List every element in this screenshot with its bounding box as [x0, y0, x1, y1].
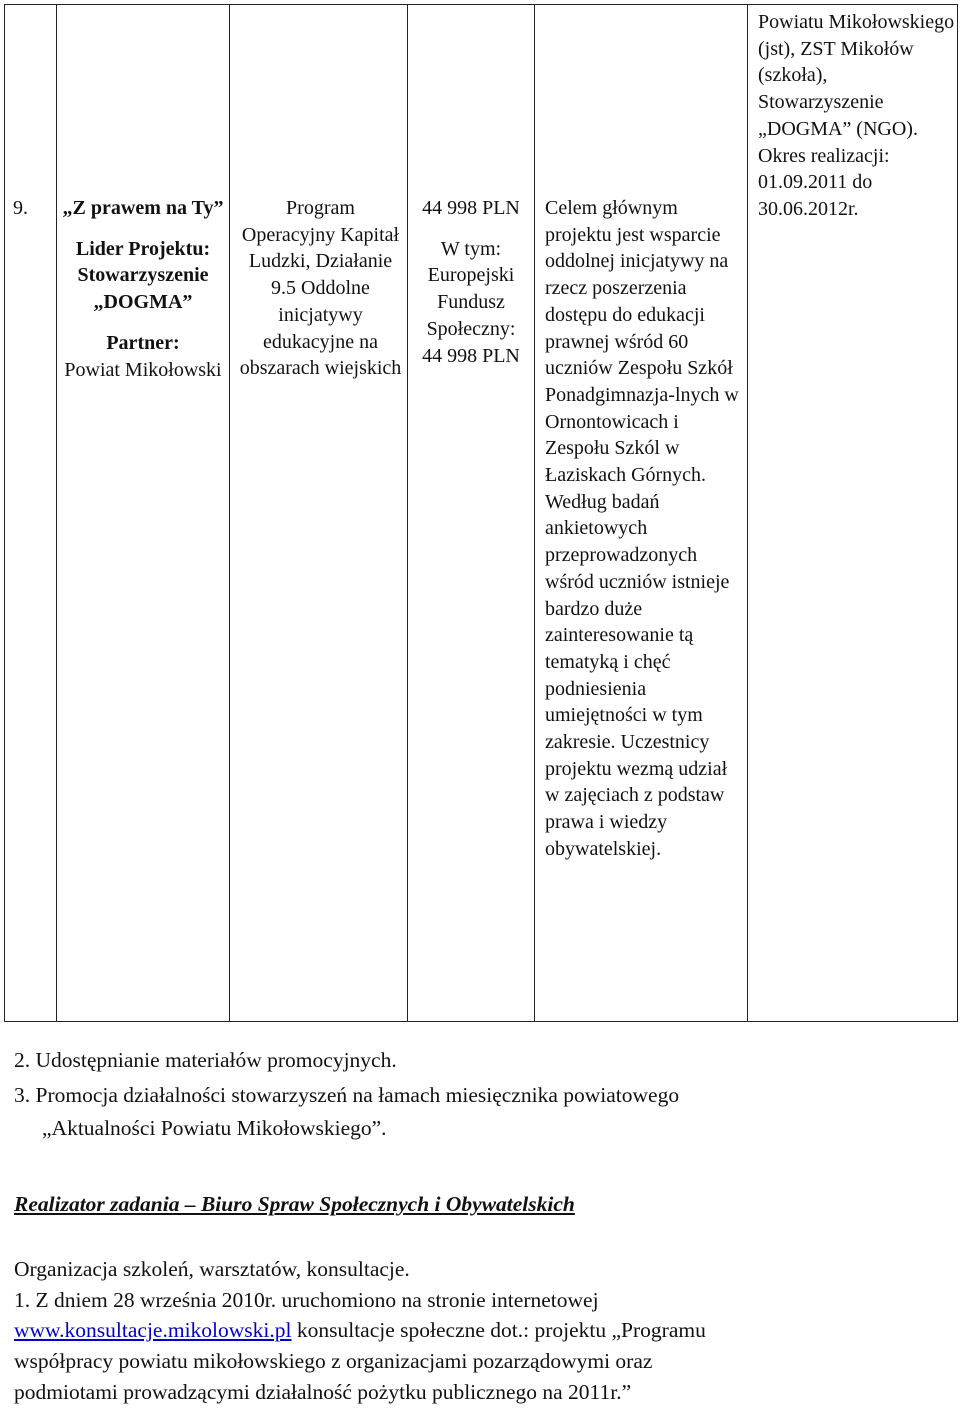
paragraph: współpracy powiatu mikołowskiego z organizacjami pozarządowymi oraz: [14, 1349, 653, 1373]
budget-wtym: W tym:: [440, 237, 502, 260]
paragraph: 1. Z dniem 28 września 2010r. uruchomiono na stronie internetowej: [14, 1288, 599, 1312]
partners-text: Powiatu Mikołowskiego (jst), ZST Mikołów (szkoła), Stowarzyszenie „DOGMA” (NGO).: [758, 11, 955, 140]
section-heading: Realizator zadania – Biuro Spraw Społecznych i Obywatelskich: [14, 1192, 575, 1216]
leader-value: Stowarzyszenie „DOGMA”: [77, 264, 209, 314]
budget-fund-amount: 44 998 PLN: [422, 344, 520, 367]
row-number: 9.: [13, 197, 28, 219]
partners-cell: [748, 5, 958, 1022]
partner-label: Partner:: [106, 331, 180, 354]
table-row: [5, 5, 958, 1022]
period-value: 01.09.2011 do 30.06.2012r.: [758, 171, 873, 220]
consultation-link[interactable]: www.konsultacje.mikolowski.pl: [14, 1318, 292, 1342]
project-name-cell: [57, 5, 230, 1022]
budget-cell: [408, 5, 535, 1022]
project-description: Celem głównym projektu jest wsparcie oddolnej inicjatywy na rzecz poszerzenia dostępu do edukacji prawnej wśród 60 uczniów Zespołu Szkół Ponadgimnazja-lnych w Ornontowicach i Zespołu Szkól w Łaziskach Górnych. Według badań ankietowych przeprowadzonych wśród uczniów istnieje bardzo duże zainteresowanie tą tematyką i chęć podniesienia umiejętności w tym zakresie. Uczestnicy projektu wezmą udział w zajęciach z podstaw prawa i wiedzy obywatelskiej.: [545, 197, 739, 860]
row-number-cell: [5, 5, 57, 1022]
partner-value: Powiat Mikołowski: [64, 358, 222, 381]
paragraph: [14, 1316, 940, 1344]
list-item: 3. Promocja działalności stowarzyszeń na łamach miesięcznika powiatowego: [14, 1083, 680, 1107]
period-label: Okres realizacji:: [758, 144, 890, 167]
program-cell: [230, 5, 408, 1022]
budget-amount: 44 998 PLN: [422, 197, 520, 219]
list-item: 2. Udostępnianie materiałów promocyjnych.: [14, 1048, 397, 1072]
paragraph-text: konsultacje społeczne dot.: projektu „Programu: [291, 1318, 706, 1342]
paragraph: Organizacja szkoleń, warsztatów, konsultacje.: [14, 1257, 410, 1281]
leader-label: Lider Projektu:: [75, 237, 211, 260]
paragraph: podmiotami prowadzącymi działalność pożytku publicznego na 2011r.”: [14, 1380, 632, 1404]
description-cell: [535, 5, 748, 1022]
program-text: Program Operacyjny Kapitał Ludzki, Działanie 9.5 Oddolne inicjatywy edukacyjne na obszarach wiejskich: [239, 197, 402, 380]
budget-fund: Europejski Fundusz Społeczny:: [426, 264, 516, 340]
project-title: „Z prawem na Ty”: [62, 197, 224, 219]
projects-table: [4, 4, 958, 1022]
list-item-continuation: „Aktualności Powiatu Mikołowskiego”.: [42, 1116, 387, 1140]
